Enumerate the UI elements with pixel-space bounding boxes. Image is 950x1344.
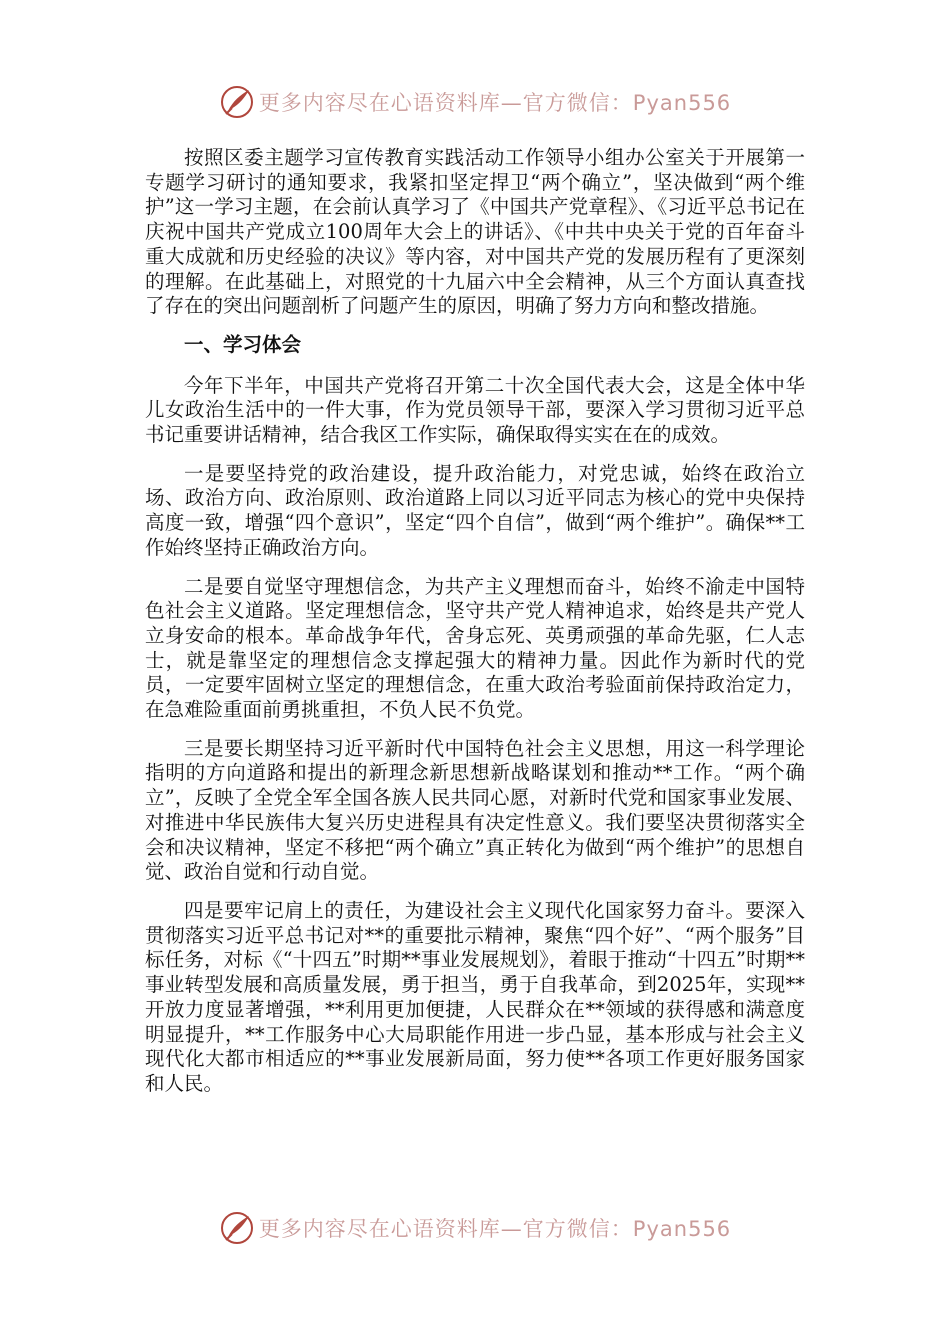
watermark-banner-bottom bbox=[0, 1206, 950, 1250]
paragraph-point-3: 三是要长期坚持习近平新时代中国特色社会主义思想，用这一科学理论指明的方向道路和提出的新理念新思想新战略谋划和推动**工作。“两个确立”，反映了全党全军全国各族人民共同心愿，对新时代党和国家事业发展、对推进中华民族伟大复兴历史进程具有决定性意义。我们要坚决贯彻落实全会和决议精神，坚定不移把“两个确立”真正转化为做到“两个维护”的思想自觉、政治自觉和行动自觉。 bbox=[145, 736, 805, 884]
paragraph-point-4: 四是要牢记肩上的责任，为建设社会主义现代化国家努力奋斗。要深入贯彻落实习近平总书记对**的重要批示精神，聚焦“四个好”、“两个服务”目标任务，对标《“十四五”时期**事业发展规划》，着眼于推动“十四五”时期**事业转型发展和高质量发展，勇于担当，勇于自我革命，到2025年，实现**开放力度显著增强，**利用更加便捷，人民群众在**领域的获得感和满意度明显提升，**工作服务中心大局职能作用进一步凸显，基本形成与社会主义现代化大都市相适应的**事业发展新局面，努力使**各项工作更好服务国家和人民。 bbox=[145, 898, 805, 1095]
paragraph-point-2: 二是要自觉坚守理想信念，为共产主义理想而奋斗，始终不渝走中国特色社会主义道路。坚定理想信念，坚守共产党人精神追求，始终是共产党人立身安命的根本。革命战争年代，舍身忘死、英勇顽强的革命先驱，仁人志士，就是靠坚定的理想信念支撑起强大的精神力量。因此作为新时代的党员，一定要牢固树立坚定的理想信念，在重大政治考验面前保持政治定力，在急难险重面前勇挑重担，不负人民不负党。 bbox=[145, 574, 805, 722]
document-body bbox=[145, 146, 805, 1111]
quill-logo-icon bbox=[219, 84, 255, 120]
watermark-text: 更多内容尽在心语资料库—官方微信：Pyan556 bbox=[258, 1217, 732, 1241]
intro-paragraph: 按照区委主题学习宣传教育实践活动工作领导小组办公室关于开展第一专题学习研讨的通知要求，我紧扣坚定捍卫“两个确立”，坚决做到“两个维护”这一学习主题，在会前认真学习了《中国共产党章程》、《习近平总书记在庆祝中国共产党成立100周年大会上的讲话》、《中共中央关于党的百年奋斗重大成就和历史经验的决议》等内容，对中国共产党的发展历程有了更深刻的理解。在此基础上，对照党的十九届六中全会精神，从三个方面认真查找了存在的突出问题剖析了问题产生的原因，明确了努力方向和整改措施。 bbox=[145, 146, 805, 318]
paragraph-point-1: 一是要坚持党的政治建设，提升政治能力，对党忠诚，始终在政治立场、政治方向、政治原则、政治道路上同以习近平同志为核心的党中央保持高度一致，增强“四个意识”，坚定“四个自信”，做到“两个维护”。确保**工作始终坚持正确政治方向。 bbox=[145, 461, 805, 559]
paragraph-context: 今年下半年，中国共产党将召开第二十次全国代表大会，这是全体中华儿女政治生活中的一件大事，作为党员领导干部，要深入学习贯彻习近平总书记重要讲话精神，结合我区工作实际，确保取得实实在在的成效。 bbox=[145, 373, 805, 447]
watermark-text: 更多内容尽在心语资料库—官方微信：Pyan556 bbox=[258, 91, 732, 115]
quill-logo-icon bbox=[219, 1210, 255, 1246]
section-heading: 一、学习体会 bbox=[184, 332, 302, 356]
watermark-banner-top bbox=[0, 80, 950, 124]
